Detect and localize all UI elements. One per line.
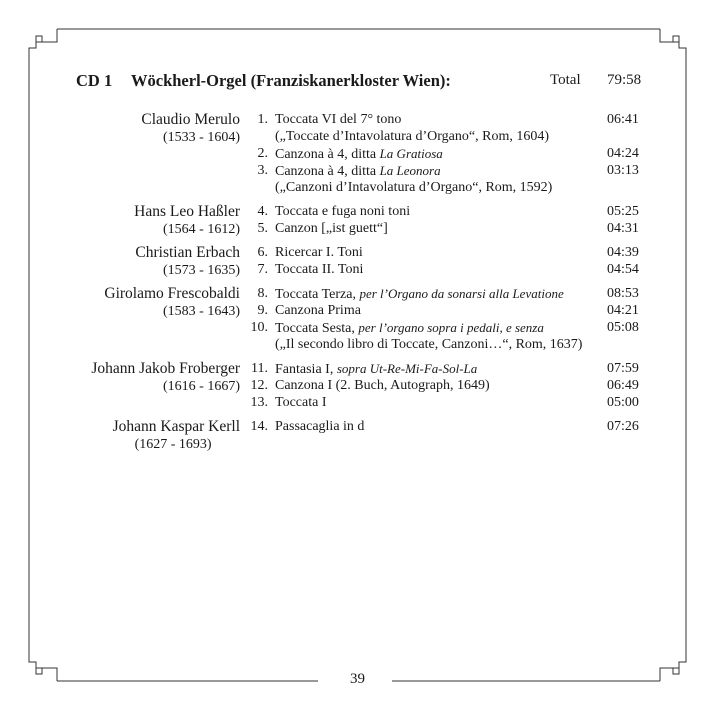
composer-name: Johann Kaspar Kerll	[112, 418, 240, 435]
cd-number: CD 1	[76, 71, 113, 90]
track-title	[275, 145, 443, 163]
track-title-italic: per l’organo sopra i pedali, e senza	[358, 320, 544, 335]
composer-name: Hans Leo Haßler	[134, 203, 240, 220]
track-duration: 03:13	[607, 163, 639, 178]
track-number: 3.	[257, 163, 268, 178]
track-number: 8.	[257, 286, 268, 301]
track-title-text: Ricercar I. Toni	[275, 245, 363, 260]
track-source-note: („Canzoni d’Intavolatura d’Organo“, Rom, 1592)	[275, 180, 553, 195]
track-title	[275, 377, 490, 394]
composer-block	[134, 203, 240, 239]
track-title-text: Toccata II. Toni	[275, 262, 364, 277]
composer-group	[0, 203, 715, 237]
track-duration: 04:54	[607, 262, 639, 277]
track-source-note: („Il secondo libro di Toccate, Canzoni…“, Rom, 1637)	[275, 337, 583, 352]
track-number: 6.	[257, 245, 268, 260]
track-number: 1.	[257, 112, 268, 127]
composer-name: Claudio Merulo	[141, 111, 240, 128]
composer-block	[91, 360, 240, 396]
track-row	[248, 145, 715, 162]
track-number: 13.	[250, 395, 268, 410]
cd-header	[76, 71, 641, 93]
track-title-text: Toccata I	[275, 395, 327, 410]
track-number: 10.	[250, 320, 268, 335]
track-number: 14.	[250, 419, 268, 434]
composer-dates: (1533 - 1604)	[163, 130, 240, 145]
composer-name: Johann Jakob Froberger	[91, 360, 240, 377]
track-title	[275, 220, 388, 237]
track-number: 9.	[257, 303, 268, 318]
composer-block	[135, 244, 240, 280]
track-row	[248, 418, 715, 435]
track-title-italic: La Gratiosa	[379, 146, 443, 161]
composer-group	[0, 111, 715, 196]
track-rows	[248, 244, 715, 278]
composer-group	[0, 285, 715, 353]
track-title	[275, 319, 544, 337]
track-duration: 04:21	[607, 303, 639, 318]
track-number: 2.	[257, 146, 268, 161]
track-title-text: Passacaglia in d	[275, 419, 365, 434]
track-row	[248, 203, 715, 220]
track-row	[248, 111, 715, 128]
track-number: 5.	[257, 221, 268, 236]
composer-dates: (1564 - 1612)	[163, 222, 240, 237]
track-row	[248, 162, 715, 179]
track-row	[248, 261, 715, 278]
composer-dates: (1573 - 1635)	[163, 263, 240, 278]
track-title-text: Canzona Prima	[275, 303, 361, 318]
composer-name: Christian Erbach	[135, 244, 240, 261]
track-row	[248, 244, 715, 261]
track-source-note: („Toccate d’Intavolatura d’Organo“, Rom, 1604)	[275, 129, 549, 144]
track-rows	[248, 285, 715, 353]
track-duration: 05:00	[607, 395, 639, 410]
track-title	[275, 261, 363, 278]
cd-title: Wöckherl-Orgel (Franziskanerkloster Wien):	[131, 71, 451, 90]
track-row	[248, 285, 715, 302]
track-number: 7.	[257, 262, 268, 277]
track-rows	[248, 203, 715, 237]
track-row	[248, 220, 715, 237]
track-title	[275, 162, 441, 180]
composer-block	[113, 418, 240, 454]
track-title	[275, 360, 477, 378]
track-number: 12.	[250, 378, 268, 393]
track-row	[248, 394, 715, 411]
track-note	[248, 179, 715, 196]
track-title-text: Canzona à 4, ditta	[275, 147, 380, 162]
track-row	[248, 319, 715, 336]
track-title	[275, 244, 363, 261]
total-time: 79:58	[607, 72, 642, 88]
track-duration: 05:08	[607, 320, 639, 335]
track-title-text: Canzon [„ist guett“]	[275, 221, 388, 236]
track-duration: 08:53	[607, 286, 639, 301]
track-row	[248, 302, 715, 319]
track-duration: 04:39	[607, 245, 639, 260]
composer-dates: (1616 - 1667)	[163, 379, 240, 394]
composer-dates: (1583 - 1643)	[163, 304, 240, 319]
total-label: Total	[550, 72, 581, 88]
track-duration: 05:25	[607, 204, 639, 219]
composer-group	[0, 418, 715, 452]
track-title-text: Toccata VI del 7° tono	[275, 112, 402, 127]
track-title-text: Toccata Terza,	[275, 287, 360, 302]
track-row	[248, 377, 715, 394]
track-number: 4.	[257, 204, 268, 219]
track-note	[248, 128, 715, 145]
track-title-italic: La Leonora	[379, 163, 441, 178]
composer-name: Girolamo Frescobaldi	[104, 285, 240, 302]
track-title	[275, 203, 410, 220]
track-title-italic: sopra Ut-Re-Mi-Fa-Sol-La	[336, 361, 478, 376]
track-title	[275, 418, 364, 435]
track-title	[275, 302, 361, 319]
track-duration: 07:26	[607, 419, 639, 434]
track-note	[248, 336, 715, 353]
track-duration: 06:41	[607, 112, 639, 127]
track-row	[248, 360, 715, 377]
track-number: 11.	[251, 361, 268, 376]
track-duration: 06:49	[607, 378, 639, 393]
track-rows	[248, 111, 715, 196]
track-title-text: Toccata Sesta,	[275, 321, 359, 336]
track-title	[275, 285, 564, 303]
composer-group	[0, 360, 715, 411]
track-title-italic: per l’Organo da sonarsi alla Levatione	[359, 286, 564, 301]
track-title-text: Canzona I (2. Buch, Autograph, 1649)	[275, 378, 490, 393]
track-title-text: Fantasia I,	[275, 362, 337, 377]
track-rows	[248, 418, 715, 435]
track-title-text: Canzona à 4, ditta	[275, 164, 380, 179]
track-title	[275, 111, 401, 128]
track-title	[275, 394, 326, 411]
composer-block	[141, 111, 240, 147]
composer-block	[104, 285, 240, 321]
track-duration: 04:31	[607, 221, 639, 236]
track-title-text: Toccata e fuga noni toni	[275, 204, 411, 219]
track-rows	[248, 360, 715, 411]
track-duration: 04:24	[607, 146, 639, 161]
track-list	[0, 111, 715, 452]
composer-dates: (1627 - 1693)	[134, 437, 212, 452]
track-duration: 07:59	[607, 361, 639, 376]
composer-group	[0, 244, 715, 278]
page-number: 39	[350, 671, 365, 687]
